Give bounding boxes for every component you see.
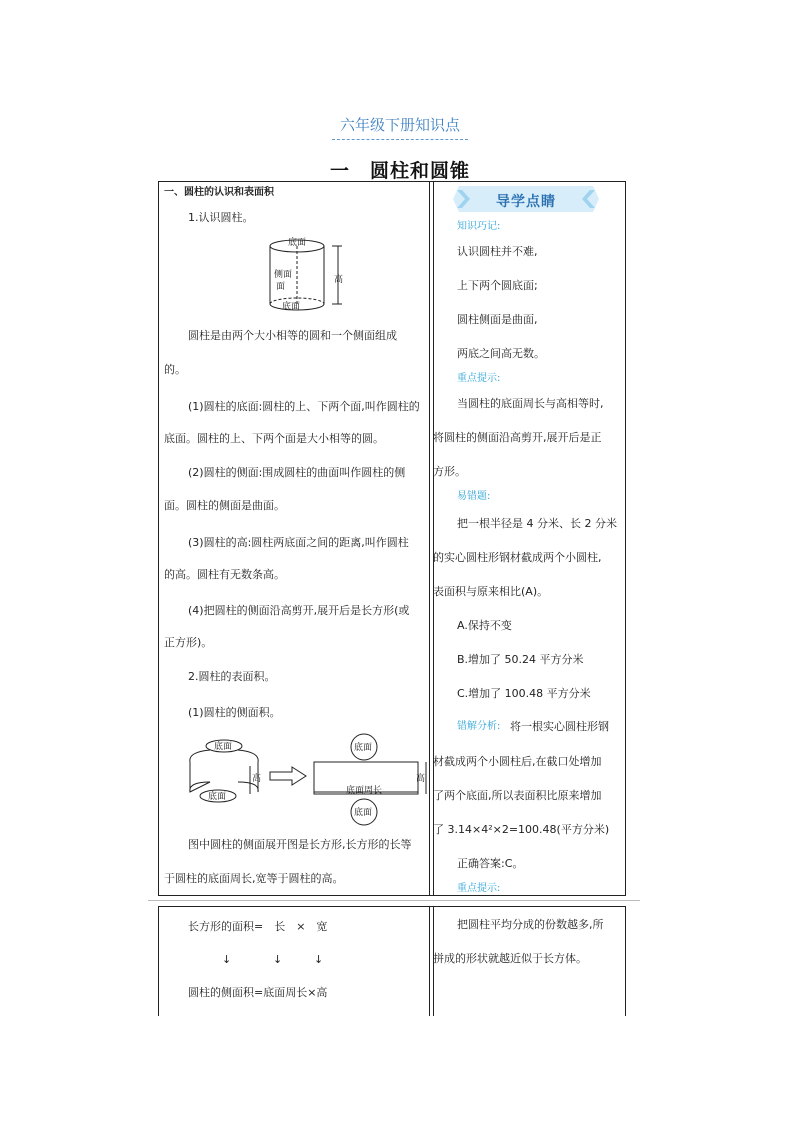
tip-line-1: 当圆柱的底面周长与高相等时, (457, 397, 604, 410)
fig2-top-base-label: 底面 (214, 742, 233, 752)
question-line-1: 把一根半径是 4 分米、长 2 分米 (457, 517, 617, 530)
lateral-area-formula: 圆柱的侧面积=底面周长×高 (188, 986, 328, 999)
paragraph-4-line2: 的高。圆柱有无数条高。 (164, 568, 285, 581)
paragraph-2-line1: (1)圆柱的底面:圆柱的上、下两个面,叫作圆柱的 (188, 400, 420, 413)
paragraph-6-line2: 于圆柱的底面周长,宽等于圆柱的高。 (164, 872, 344, 885)
rectangle-area-formula: 长方形的面积= 长 × 宽 (188, 920, 328, 933)
fig1-height-label: 高 (334, 275, 344, 285)
option-a: A.保持不变 (457, 619, 512, 632)
arrow-1: ↓ (222, 953, 232, 966)
section-title: 一、圆柱的认识和表面积 (164, 187, 274, 198)
column-divider-left-2 (429, 907, 430, 1016)
fig2-bottom-base-label: 底面 (208, 792, 227, 802)
fig2-circle-bottom-label: 底面 (354, 808, 373, 818)
paragraph-1-line2: 的。 (164, 363, 186, 376)
transform-arrow (270, 767, 306, 785)
tip-line-3: 方形。 (433, 465, 466, 478)
rhyme-line-1: 认识圆柱并不难, (457, 245, 538, 258)
analysis-line-0: 将一根实心圆柱形钢 (510, 720, 609, 733)
rhyme-line-2: 上下两个圆底面; (457, 279, 538, 292)
header-dashed-underline (332, 139, 468, 140)
analysis-line-2: 了两个底面,所以表面积比原来增加 (433, 789, 602, 802)
fig2-rect-height-label: 高 (416, 774, 426, 784)
guide-banner-label: 导学点睛 (496, 194, 556, 210)
option-c: C.增加了 100.48 平方分米 (457, 687, 591, 700)
curved-surface-outline (190, 750, 258, 792)
paragraph-6-line1: 图中圆柱的侧面展开图是长方形,长方形的长等 (188, 838, 412, 851)
subheading-2: 2.圆柱的表面积。 (188, 670, 276, 683)
fig1-top-label: 底面 (288, 238, 307, 248)
tip2-line-1: 把圆柱平均分成的份数越多,所 (457, 918, 604, 931)
arrow-2: ↓ (273, 953, 283, 966)
option-b: B.增加了 50.24 平方分米 (457, 653, 584, 666)
paragraph-2-line2: 底面。圆柱的上、下两个面是大小相等的圆。 (164, 432, 384, 445)
paragraph-3-line2: 面。圆柱的侧面是曲面。 (164, 499, 285, 512)
label-error-prone: 易错题: (457, 491, 491, 502)
paragraph-1-line1: 圆柱是由两个大小相等的圆和一个侧面组成 (188, 329, 397, 342)
label-memory-tips: 知识巧记: (457, 221, 501, 232)
chapter-title: 一 圆柱和圆锥 (329, 160, 470, 182)
label-key-tip: 重点提示: (457, 373, 501, 384)
fig1-bottom-label: 底面 (282, 302, 301, 312)
subheading-1: 1.认识圆柱。 (188, 211, 254, 224)
paragraph-5-line2: 正方形)。 (164, 636, 213, 649)
subheading-2-1: (1)圆柱的侧面积。 (188, 706, 281, 719)
tip2-line-2: 拼成的形状就越近似于长方体。 (433, 952, 587, 965)
page-separator (148, 900, 640, 901)
analysis-line-3: 了 3.14×4²×2=100.48(平方分米) (433, 823, 610, 836)
fig1-side-label-2: 面 (276, 282, 286, 292)
fig2-height-label: 高 (252, 774, 262, 784)
paragraph-3-line1: (2)圆柱的侧面:围成圆柱的曲面叫作圆柱的侧 (188, 466, 406, 479)
fig2-length-label: 底面周长 (346, 786, 383, 796)
rhyme-line-3: 圆柱侧面是曲面, (457, 313, 538, 326)
rhyme-line-4: 两底之间高无数。 (457, 347, 545, 360)
analysis-line-1: 材截成两个小圆柱后,在截口处增加 (433, 755, 602, 768)
fig2-circle-top-label: 底面 (354, 743, 373, 753)
question-line-2: 的实心圆柱形钢材截成两个小圆柱, (433, 551, 602, 564)
correct-answer: 正确答案:C。 (457, 857, 524, 870)
arrow-3: ↓ (314, 953, 324, 966)
fig1-side-label: 侧面 (274, 270, 293, 280)
paragraph-5-line1: (4)把圆柱的侧面沿高剪开,展开后是长方形(或 (188, 604, 410, 617)
paragraph-4-line1: (3)圆柱的高:圆柱两底面之间的距离,叫作圆柱 (188, 536, 409, 549)
label-error-analysis: 错解分析: (457, 721, 501, 732)
tip-line-2: 将圆柱的侧面沿高剪开,展开后是正 (433, 431, 602, 444)
question-line-3: 表面积与原来相比(A)。 (433, 585, 549, 598)
page-header-title: 六年级下册知识点 (339, 116, 460, 134)
label-key-tip-2: 重点提示: (457, 883, 501, 894)
